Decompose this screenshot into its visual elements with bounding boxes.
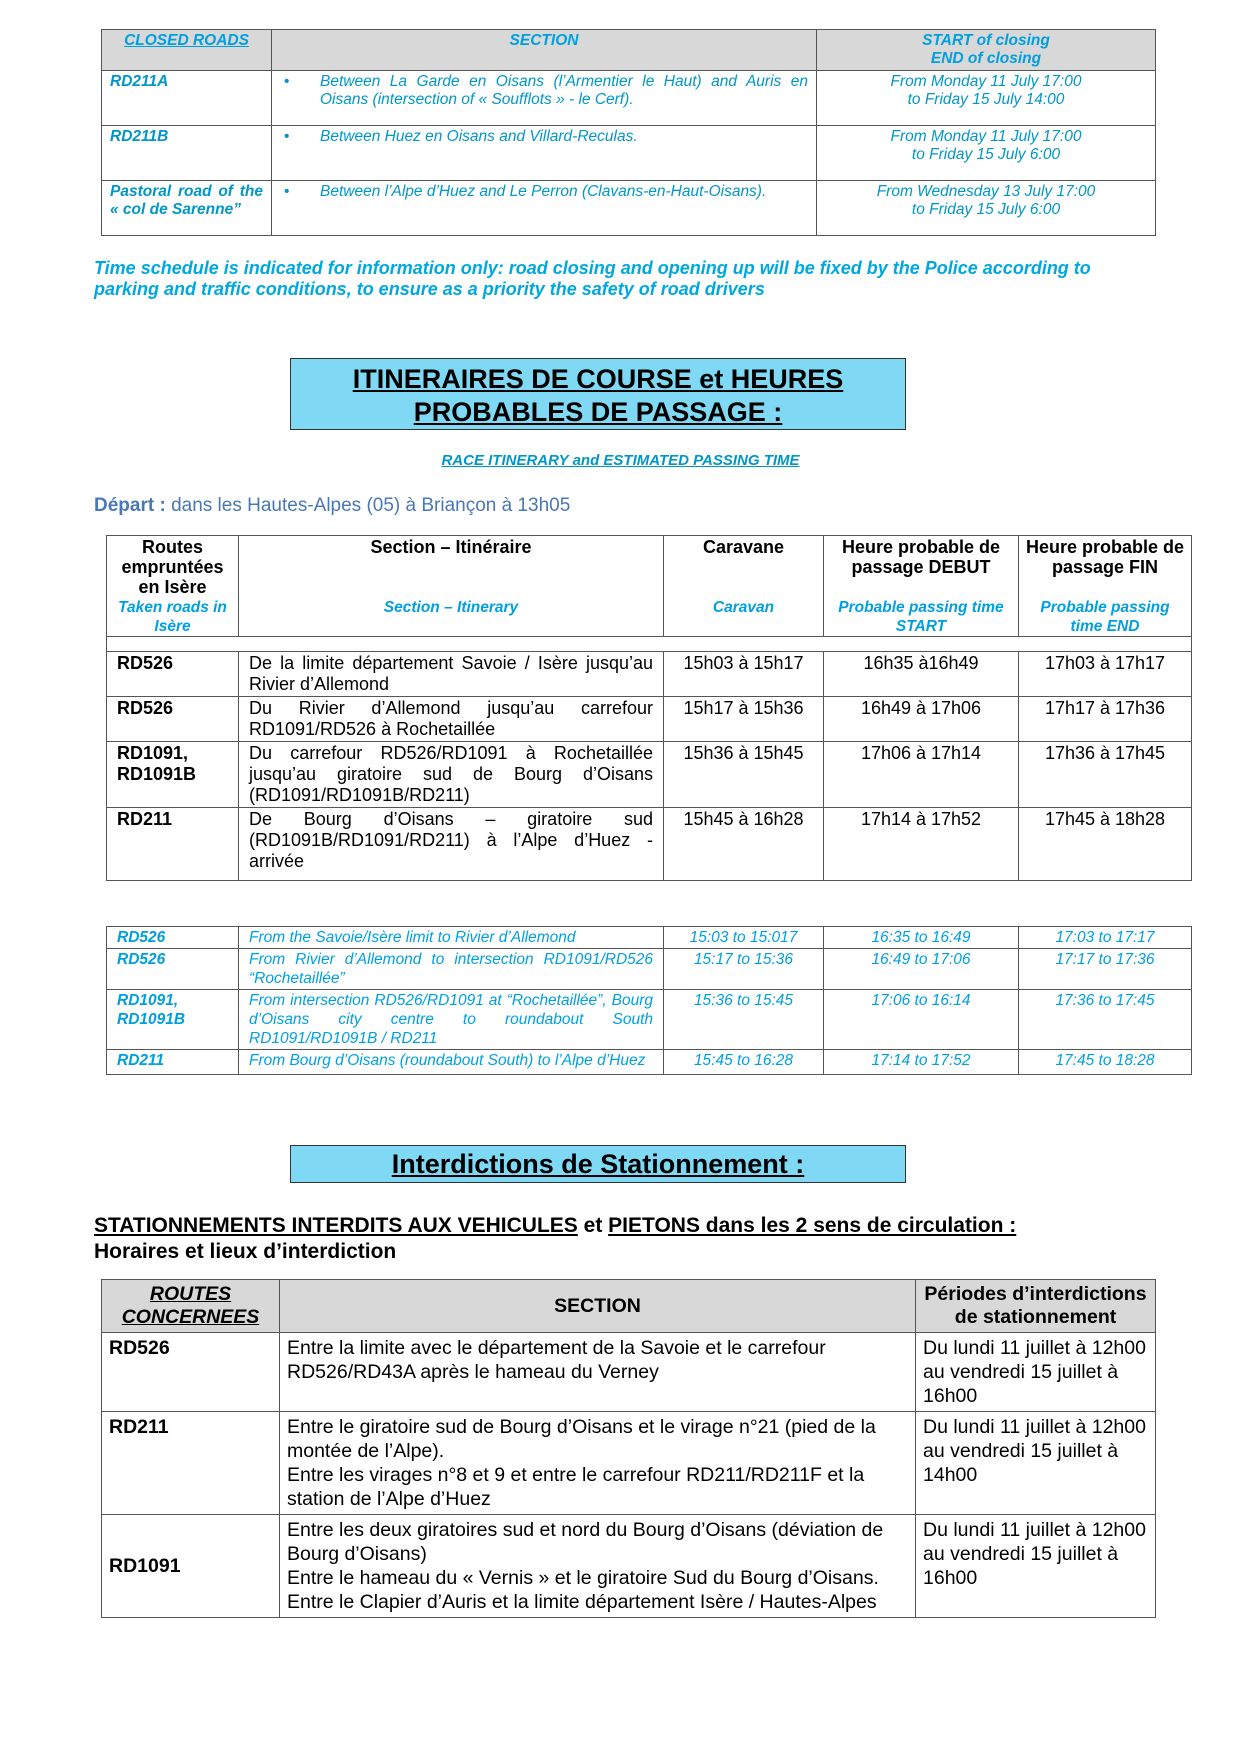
- road-cell: RD211B: [102, 126, 272, 181]
- period-start: From Monday 11 July 17:00: [890, 73, 1082, 90]
- header-fin: Heure probable de passage FIN: [1019, 536, 1192, 599]
- road-cell: RD526: [107, 927, 239, 949]
- road-cell: RD526: [107, 949, 239, 990]
- period-start: From Wednesday 13 July 17:00: [876, 183, 1096, 200]
- itinerary-banner: [290, 358, 906, 430]
- header-caravane: Caravane: [664, 536, 824, 599]
- fin-cell: 17h03 à 17h17: [1019, 652, 1192, 697]
- caravane-cell: 15:03 to 15:017: [664, 927, 824, 949]
- debut-cell: 16:49 to 17:06: [824, 949, 1019, 990]
- fin-cell: 17:17 to 17:36: [1019, 949, 1192, 990]
- road-cell: RD1091, RD1091B: [107, 990, 239, 1050]
- section-line: Entre le giratoire sud de Bourg d’Oisans et le virage n°21 (pied de la montée de l’Alpe).: [287, 1416, 876, 1462]
- section-line: Entre le Clapier d’Auris et la limite département Isère / Hautes-Alpes: [287, 1591, 877, 1613]
- header-caravane-en: Caravan: [664, 598, 824, 637]
- section-cell: [280, 1412, 916, 1515]
- header-section: SECTION: [280, 1280, 916, 1333]
- parking-heading: [94, 1214, 1016, 1238]
- banner-line-2: PROBABLES DE PASSAGE :: [413, 397, 783, 427]
- parking-subheading: Horaires et lieux d’interdiction: [94, 1240, 397, 1263]
- caravane-cell: 15:45 to 16:28: [664, 1050, 824, 1075]
- period-cell: Du lundi 11 juillet à 12h00 au vendredi 15 juillet à 14h00: [916, 1412, 1156, 1515]
- caravane-cell: 15:36 to 15:45: [664, 990, 824, 1050]
- depart-label: Départ :: [94, 495, 166, 516]
- fin-cell: 17:03 to 17:17: [1019, 927, 1192, 949]
- period-cell: Du lundi 11 juillet à 12h00 au vendredi 15 juillet à 16h00: [916, 1333, 1156, 1412]
- section-text: Between Huez en Oisans and Villard-Reculas.: [320, 128, 638, 145]
- road-cell: RD211A: [102, 71, 272, 126]
- heading-mid: et: [577, 1214, 609, 1237]
- section-line: Entre la limite avec le département de la Savoie et le carrefour RD526/RD43A après le hameau du Verney: [287, 1337, 826, 1383]
- period-cell: [817, 126, 1156, 181]
- section-cell: [272, 126, 817, 181]
- section-cell: From intersection RD526/RD1091 at “Rochetaillée”, Bourg d’Oisans city centre to roundabout South RD1091/RD1091B / RD211: [239, 990, 664, 1050]
- road-cell: RD211: [102, 1412, 280, 1515]
- header-periods: Périodes d’interdictions de stationnement: [916, 1280, 1156, 1333]
- caravane-cell: 15h45 à 16h28: [664, 808, 824, 881]
- debut-cell: 17:14 to 17:52: [824, 1050, 1019, 1075]
- header-routes: ROUTES CONCERNEES: [102, 1280, 280, 1333]
- section-text: Between La Garde en Oisans (l’Armentier le Haut) and Auris en Oisans (intersection of « Soufflots » - le Cerf).: [320, 73, 808, 108]
- section-cell: [280, 1515, 916, 1618]
- road-cell: RD526: [102, 1333, 280, 1412]
- section-cell: From Rivier d’Allemond to intersection RD1091/RD526 “Rochetaillée”: [239, 949, 664, 990]
- section-cell: [272, 181, 817, 236]
- header-section-en: Section – Itinerary: [239, 598, 664, 637]
- section-cell: [280, 1333, 916, 1412]
- table-row: [107, 742, 1192, 808]
- itinerary-table-en: [106, 926, 1192, 1075]
- table-row: [102, 126, 1156, 181]
- section-line: Entre les deux giratoires sud et nord du Bourg d’Oisans (déviation de Bourg d’Oisans): [287, 1519, 884, 1565]
- section-cell: De la limite département Savoie / Isère jusqu’au Rivier d’Allemond: [239, 652, 664, 697]
- parking-banner: Interdictions de Stationnement :: [290, 1145, 906, 1183]
- header-closed-roads: CLOSED ROADS: [102, 30, 272, 71]
- section-cell: From the Savoie/Isère limit to Rivier d’Allemond: [239, 927, 664, 949]
- heading-rest: dans les 2 sens de circulation :: [699, 1214, 1017, 1237]
- section-cell: De Bourg d’Oisans – giratoire sud (RD1091B/RD1091/RD211) à l’Alpe d’Huez - arrivée: [239, 808, 664, 881]
- section-cell: [272, 71, 817, 126]
- race-subtitle: RACE ITINERARY and ESTIMATED PASSING TIME: [441, 452, 800, 469]
- caravane-cell: 15h03 à 15h17: [664, 652, 824, 697]
- table-row: [102, 181, 1156, 236]
- spacer-row: [107, 637, 1192, 652]
- road-cell: Pastoral road of the « col de Sarenne”: [102, 181, 272, 236]
- period-end: to Friday 15 July 6:00: [911, 146, 1061, 163]
- table-row: [102, 1333, 1156, 1412]
- parking-table: [101, 1279, 1156, 1618]
- table-row: [107, 808, 1192, 881]
- debut-cell: 16h49 à 17h06: [824, 697, 1019, 742]
- caravane-cell: 15h17 à 15h36: [664, 697, 824, 742]
- table-row: [102, 1412, 1156, 1515]
- road-cell: RD526: [107, 652, 239, 697]
- parking-header-row: [102, 1280, 1156, 1333]
- debut-cell: 16h35 à16h49: [824, 652, 1019, 697]
- road-cell: RD526: [107, 697, 239, 742]
- road-cell: RD1091, RD1091B: [107, 742, 239, 808]
- header-start: START of closing: [922, 32, 1050, 49]
- closed-roads-table: [101, 29, 1156, 236]
- itinerary-table-fr: [106, 535, 1192, 881]
- period-start: From Monday 11 July 17:00: [890, 128, 1082, 145]
- period-end: to Friday 15 July 6:00: [911, 201, 1061, 218]
- fin-cell: 17h45 à 18h28: [1019, 808, 1192, 881]
- fin-cell: 17h36 à 17h45: [1019, 742, 1192, 808]
- table-row: [107, 990, 1192, 1050]
- header-routes-en: Taken roads in Isère: [107, 598, 239, 637]
- header-routes: Routes empruntées en Isère: [107, 536, 239, 599]
- bullet-icon: •: [284, 73, 290, 90]
- table-row: [107, 949, 1192, 990]
- period-cell: [817, 71, 1156, 126]
- period-end: to Friday 15 July 14:00: [907, 91, 1065, 108]
- table-row: [107, 1050, 1192, 1075]
- debut-cell: 17h06 à 17h14: [824, 742, 1019, 808]
- bullet-icon: •: [284, 183, 290, 200]
- caravane-cell: 15:17 to 15:36: [664, 949, 824, 990]
- section-line: Entre le hameau du « Vernis » et le giratoire Sud du Bourg d’Oisans.: [287, 1567, 879, 1589]
- section-cell: From Bourg d’Oisans (roundabout South) to l’Alpe d’Huez: [239, 1050, 664, 1075]
- heading-underlined-2: PIETONS: [608, 1214, 700, 1237]
- schedule-note: Time schedule is indicated for information only: road closing and opening up will be fixed by the Police according to parking and traffic conditions, to ensure as a priority the safety of road drivers: [94, 258, 1091, 299]
- bullet-icon: •: [284, 128, 290, 145]
- closed-roads-header-row: [102, 30, 1156, 71]
- fin-cell: 17:45 to 18:28: [1019, 1050, 1192, 1075]
- header-fin-en: Probable passing time END: [1019, 598, 1192, 637]
- section-cell: Du carrefour RD526/RD1091 à Rochetaillée jusqu’au giratoire sud de Bourg d’Oisans (RD1091/RD1091B/RD211): [239, 742, 664, 808]
- fin-cell: 17:36 to 17:45: [1019, 990, 1192, 1050]
- header-section: SECTION: [272, 30, 817, 71]
- header-end: END of closing: [930, 50, 1042, 67]
- header-debut: Heure probable de passage DEBUT: [824, 536, 1019, 599]
- debut-cell: 17h14 à 17h52: [824, 808, 1019, 881]
- table-row: [107, 697, 1192, 742]
- header-section: Section – Itinéraire: [239, 536, 664, 599]
- period-cell: [817, 181, 1156, 236]
- itinerary-header-row-en: [107, 598, 1192, 637]
- debut-cell: 17:06 to 16:14: [824, 990, 1019, 1050]
- road-cell: RD211: [107, 1050, 239, 1075]
- table-row: [107, 927, 1192, 949]
- road-cell: RD1091: [102, 1515, 280, 1618]
- table-row: [102, 71, 1156, 126]
- caravane-cell: 15h36 à 15h45: [664, 742, 824, 808]
- fin-cell: 17h17 à 17h36: [1019, 697, 1192, 742]
- depart-line: [94, 495, 570, 517]
- itinerary-header-row: [107, 536, 1192, 599]
- table-row: [107, 652, 1192, 697]
- table-row: [102, 1515, 1156, 1618]
- section-cell: Du Rivier d’Allemond jusqu’au carrefour RD1091/RD526 à Rochetaillée: [239, 697, 664, 742]
- banner-line-1: ITINERAIRES DE COURSE et HEURES: [352, 364, 844, 394]
- section-line: Entre les virages n°8 et 9 et entre le carrefour RD211/RD211F et la station de l’Alpe d’Huez: [287, 1464, 865, 1510]
- header-debut-en: Probable passing time START: [824, 598, 1019, 637]
- road-cell: RD211: [107, 808, 239, 881]
- debut-cell: 16:35 to 16:49: [824, 927, 1019, 949]
- spacer-cell: [107, 637, 1192, 652]
- period-cell: Du lundi 11 juillet à 12h00 au vendredi 15 juillet à 16h00: [916, 1515, 1156, 1618]
- header-start-end: [817, 30, 1156, 71]
- heading-underlined-1: STATIONNEMENTS INTERDITS AUX VEHICULES: [94, 1214, 578, 1237]
- depart-text: dans les Hautes-Alpes (05) à Briançon à 13h05: [165, 495, 571, 516]
- section-text: Between l’Alpe d’Huez and Le Perron (Clavans-en-Haut-Oisans).: [320, 183, 767, 200]
